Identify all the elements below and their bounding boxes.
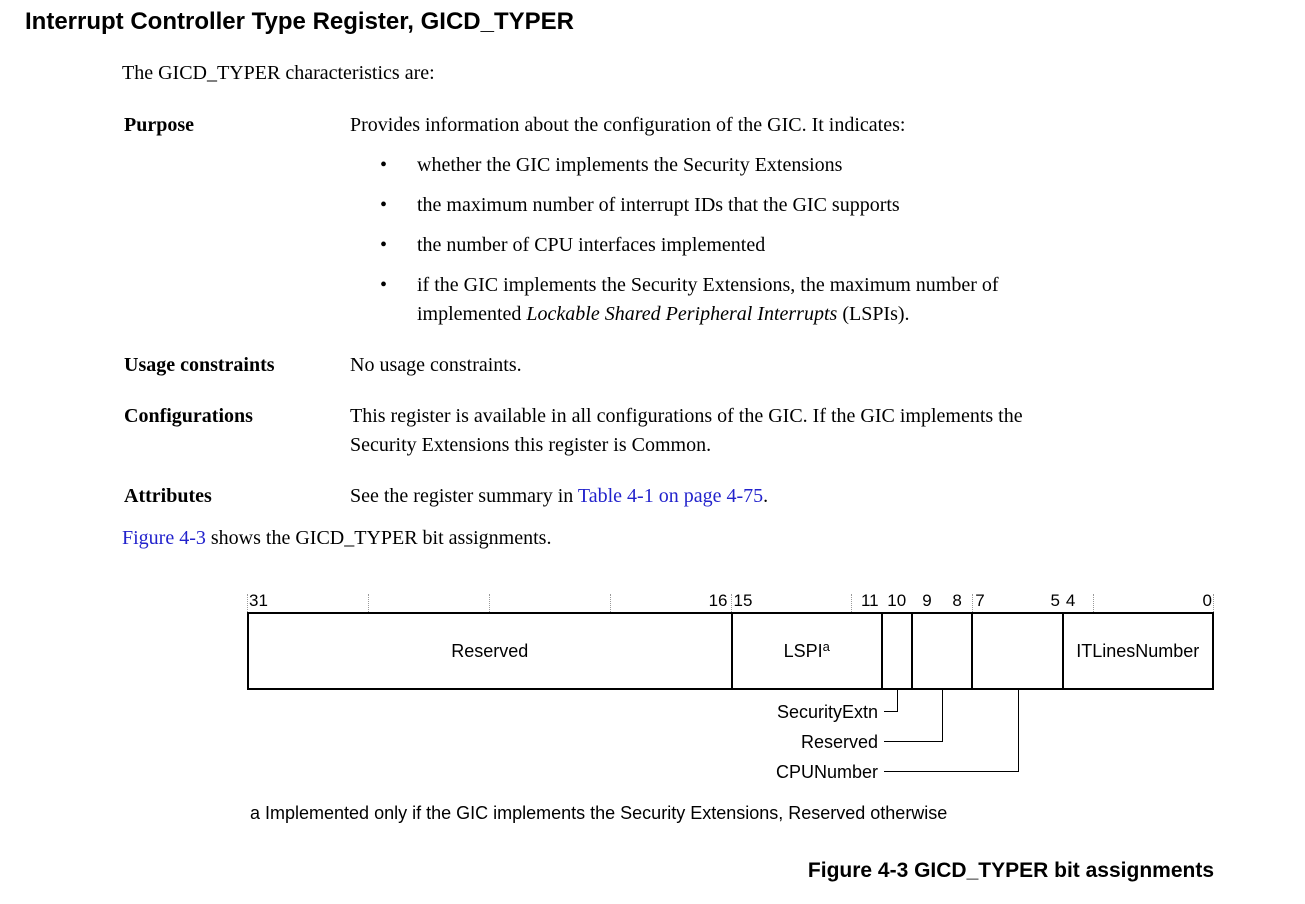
register-box [247, 612, 1214, 690]
configurations-line2: Security Extensions this register is Common. [350, 434, 712, 456]
bit-label-7: 7 [975, 591, 985, 610]
bullet-icon: • [380, 234, 388, 256]
callout-label-security-extn: SecurityExtn [776, 702, 878, 722]
bullet-text: whether the GIC implements the Security Extensions [417, 154, 843, 176]
field-security-extn [881, 614, 911, 688]
purpose-text: Provides information about the configuration of the GIC. It indicates: [350, 114, 906, 136]
bit-label-11: 11 [860, 591, 879, 610]
attributes-text-suffix: . [763, 485, 769, 507]
field-reserved-31-16 [249, 614, 731, 688]
bullet-text: the number of CPU interfaces implemented [417, 234, 766, 256]
tick-mark [1213, 594, 1214, 612]
field-it-lines-number [1062, 614, 1212, 688]
bit-number-row [247, 590, 1214, 612]
definition-configurations [350, 402, 1160, 460]
callout-line-reserved [884, 741, 942, 742]
purpose-bullet-list [350, 151, 1160, 329]
bit-label-10: 10 [887, 591, 907, 610]
term-configurations: Configurations [124, 405, 253, 427]
bullet-icon: • [380, 274, 388, 296]
page-title: Interrupt Controller Type Register, GICD_TYPER [25, 8, 574, 35]
definition-row-usage-constraints [124, 351, 1160, 380]
link-figure-4-3[interactable]: Figure 4-3 [122, 527, 206, 549]
link-table-4-1[interactable]: Table 4-1 on page 4-75 [577, 485, 764, 507]
field-label: LSPI$^a$ [783, 638, 830, 661]
bit-label-0: 0 [1202, 591, 1212, 610]
bullet-text-line2: implemented [417, 303, 527, 325]
callout-label-cpu-number: CPUNumber [775, 762, 878, 782]
callout-line-cpu-number [1018, 690, 1019, 772]
field-label: ITLinesNumber [1076, 640, 1200, 661]
definition-usage-constraints: No usage constraints. [350, 354, 522, 376]
tick-mark [972, 594, 973, 612]
bullet-icon: • [380, 154, 388, 176]
figure-caption: Figure 4-3 GICD_TYPER bit assignments [807, 859, 1214, 882]
tick-mark [1093, 594, 1094, 612]
figure-intro-paragraph [122, 524, 1305, 553]
callout-line-reserved [942, 690, 943, 742]
definition-row-attributes [124, 482, 1160, 511]
italic-term: Lockable Shared Peripheral Interrupts [526, 303, 838, 325]
bit-label-9: 9 [922, 591, 932, 610]
callout-line-security-extn [897, 690, 898, 712]
tick-mark [731, 594, 732, 612]
figure-intro-text: shows the GICD_TYPER bit assignments. [205, 527, 552, 549]
bit-label-4: 4 [1065, 591, 1076, 610]
term-usage-constraints: Usage constraints [124, 354, 275, 376]
definition-attributes [350, 482, 1160, 511]
tick-mark [247, 594, 248, 612]
bullet-text-line1: if the GIC implements the Security Extensions, the maximum number of [417, 274, 999, 296]
bullet-text [417, 271, 999, 329]
term-attributes: Attributes [124, 485, 212, 507]
field-label: Reserved [451, 640, 529, 661]
bit-label-5: 5 [1050, 591, 1060, 610]
tick-mark [489, 594, 490, 612]
register-diagram [247, 590, 1214, 883]
tick-mark [368, 594, 369, 612]
footnote-marker: a [822, 638, 830, 654]
callout-line-security-extn [884, 711, 897, 712]
definition-row-configurations [124, 402, 1160, 460]
bullet-text: the maximum number of interrupt IDs that the GIC supports [417, 194, 900, 216]
definition-list [124, 111, 1160, 511]
definition-row-purpose [124, 111, 1160, 329]
list-item [350, 191, 1160, 220]
bit-label-31: 31 [249, 591, 268, 610]
attributes-text: See the register summary in [350, 485, 578, 507]
callout-line-cpu-number [884, 771, 1018, 772]
tick-mark [851, 594, 852, 612]
bit-label-15: 15 [733, 591, 753, 610]
field-cpu-number [971, 614, 1061, 688]
callout-area [247, 690, 1214, 785]
list-item [350, 151, 1160, 180]
callout-label-reserved: Reserved [800, 732, 878, 752]
bullet-icon: • [380, 194, 388, 216]
figure-footnote: a Implemented only if the GIC implements the Security Extensions, Reserved otherwise [250, 803, 948, 823]
field-reserved-9-8 [911, 614, 971, 688]
bullet-text-suffix: (LSPIs). [837, 303, 910, 325]
definition-purpose [350, 111, 1160, 329]
list-item [350, 271, 1160, 329]
bit-label-8: 8 [952, 591, 962, 610]
term-purpose: Purpose [124, 114, 194, 136]
intro-text: The GICD_TYPER characteristics are: [122, 62, 435, 84]
tick-mark [610, 594, 611, 612]
list-item [350, 231, 1160, 260]
bit-label-16: 16 [708, 591, 728, 610]
field-lspi [731, 614, 881, 688]
configurations-line1: This register is available in all configurations of the GIC. If the GIC implements the [350, 405, 1023, 427]
